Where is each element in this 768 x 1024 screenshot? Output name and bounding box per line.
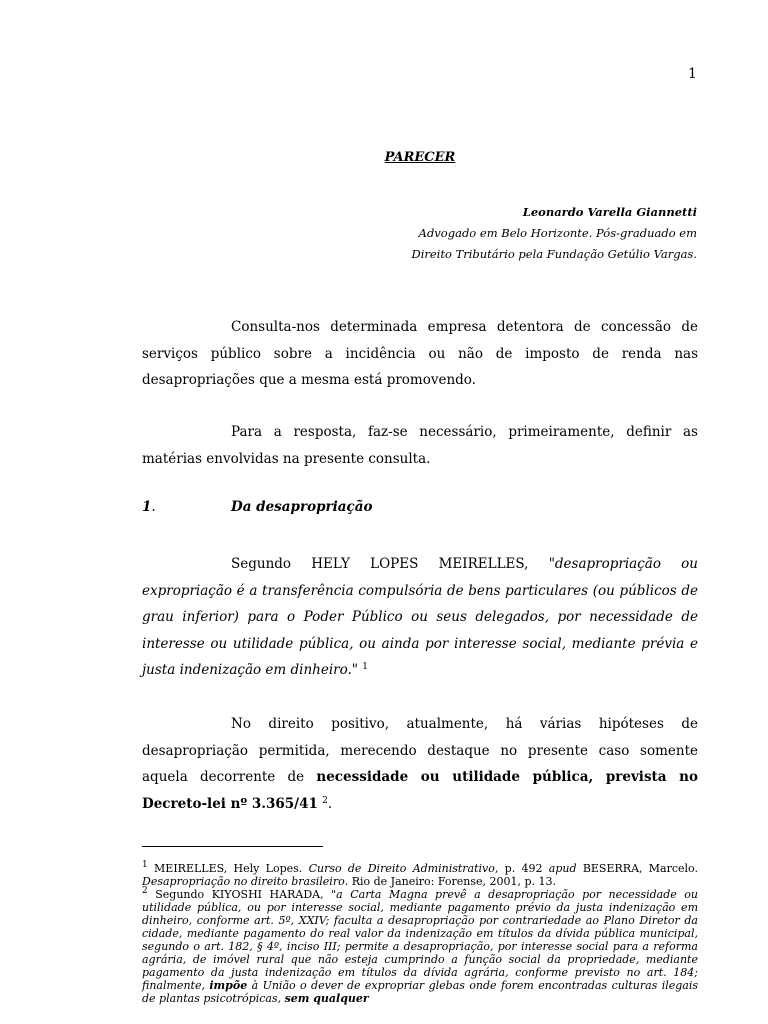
paragraph-resposta: Para a resposta, faz-se necessário, primeiramente, definir as matérias envolvidas na presente consulta. — [142, 424, 698, 467]
document-title: PARECER — [384, 150, 456, 165]
footnote-1 — [142, 862, 698, 888]
fn-text: . Rio de Janeiro: Forense, 2001, p. 13. — [344, 875, 557, 888]
footnote-ref-1[interactable]: 1 — [362, 662, 369, 672]
paragraph-meirelles — [142, 551, 698, 684]
footnote-mark: 2 — [142, 886, 148, 896]
paragraph-text: No direito positivo, atualmente, há várias hipóteses de desapropriação permitida, merecendo destaque no presente caso somente aquela decorrente de — [142, 716, 698, 785]
fn-text: BESERRA, Marcelo. — [576, 862, 698, 875]
fn-emphasis: sem qualquer — [284, 992, 369, 1005]
paragraph-end: . — [327, 795, 333, 812]
fn-quote: à União o dever de expropriar glebas onde forem encontradas culturas ilegais de plantas psicotrópicas, — [142, 979, 699, 1005]
meirelles-quote: "desapropriação ou expropriação é a transferência compulsória de bens particulares (ou públicos de grau inferior) para o Poder Público ou seus delegados, por necessidade de interesse ou utilidade pública, ou ainda por interesse social, mediante prévia e justa indenização em dinheiro." — [142, 556, 698, 678]
paragraph-direito-positivo — [142, 711, 698, 817]
fn-text: MEIRELLES, Hely Lopes. — [147, 862, 309, 875]
decree-reference: necessidade ou utilidade pública, prevista no Decreto-lei nº 3.365/41 — [142, 769, 698, 812]
author-name: Leonardo Varella Giannetti — [522, 205, 697, 219]
footnote-mark: 1 — [142, 860, 148, 870]
section-number: 1. — [142, 499, 156, 515]
page-number: 1 — [688, 66, 697, 82]
section-title: Da desapropriação — [231, 499, 373, 515]
footnote-2 — [142, 888, 698, 1005]
fn-book-title: Desapropriação no direito brasileiro — [142, 875, 345, 888]
fn-emphasis: impõe — [209, 979, 248, 992]
fn-text: , p. 492 — [494, 862, 549, 875]
paragraph-consulta: Consulta-nos determinada empresa detentora de concessão de serviços público sobre a incidência ou não de imposto de renda nas desapropriações que a mesma está promovendo. — [142, 319, 698, 388]
fn-apud: apud — [548, 862, 577, 875]
author-credentials-line2: Direito Tributário pela Fundação Getúlio Vargas. — [411, 247, 697, 261]
footnotes — [142, 862, 698, 1005]
author-credentials-line1: Advogado em Belo Horizonte. Pós-graduado em — [418, 226, 697, 240]
author-block — [411, 202, 697, 265]
fn-book-title: Curso de Direito Administrativo — [308, 862, 495, 875]
fn-quote: "a Carta Magna prevê a desapropriação por necessidade ou utilidade pública, ou por interesse social, mediante pagamento prévio da justa indenização em dinheiro, conforme art. 5º, XXIV; faculta a desapropriação por contrariedade ao Plano Diretor da cidade, mediante pagamento do real valor da indenização em títulos da dívida pública municipal, segundo o art. 182, § 4º, inciso III; permite a desapropriação, por interesse social para a reforma agrária, de imóvel rural que não esteja cumprindo a função social da propriedade, mediante pagamento da justa indenização em títulos da dívida agrária, conforme previsto no art. 184; finalmente, — [142, 888, 698, 992]
fn-text: Segundo KIYOSHI HARADA, — [147, 888, 332, 901]
footnote-ref-2[interactable]: 2 — [322, 795, 328, 806]
paragraph-lead: Segundo HELY LOPES MEIRELLES, — [231, 556, 549, 572]
section-heading — [142, 499, 373, 515]
footnote-separator — [142, 846, 323, 847]
